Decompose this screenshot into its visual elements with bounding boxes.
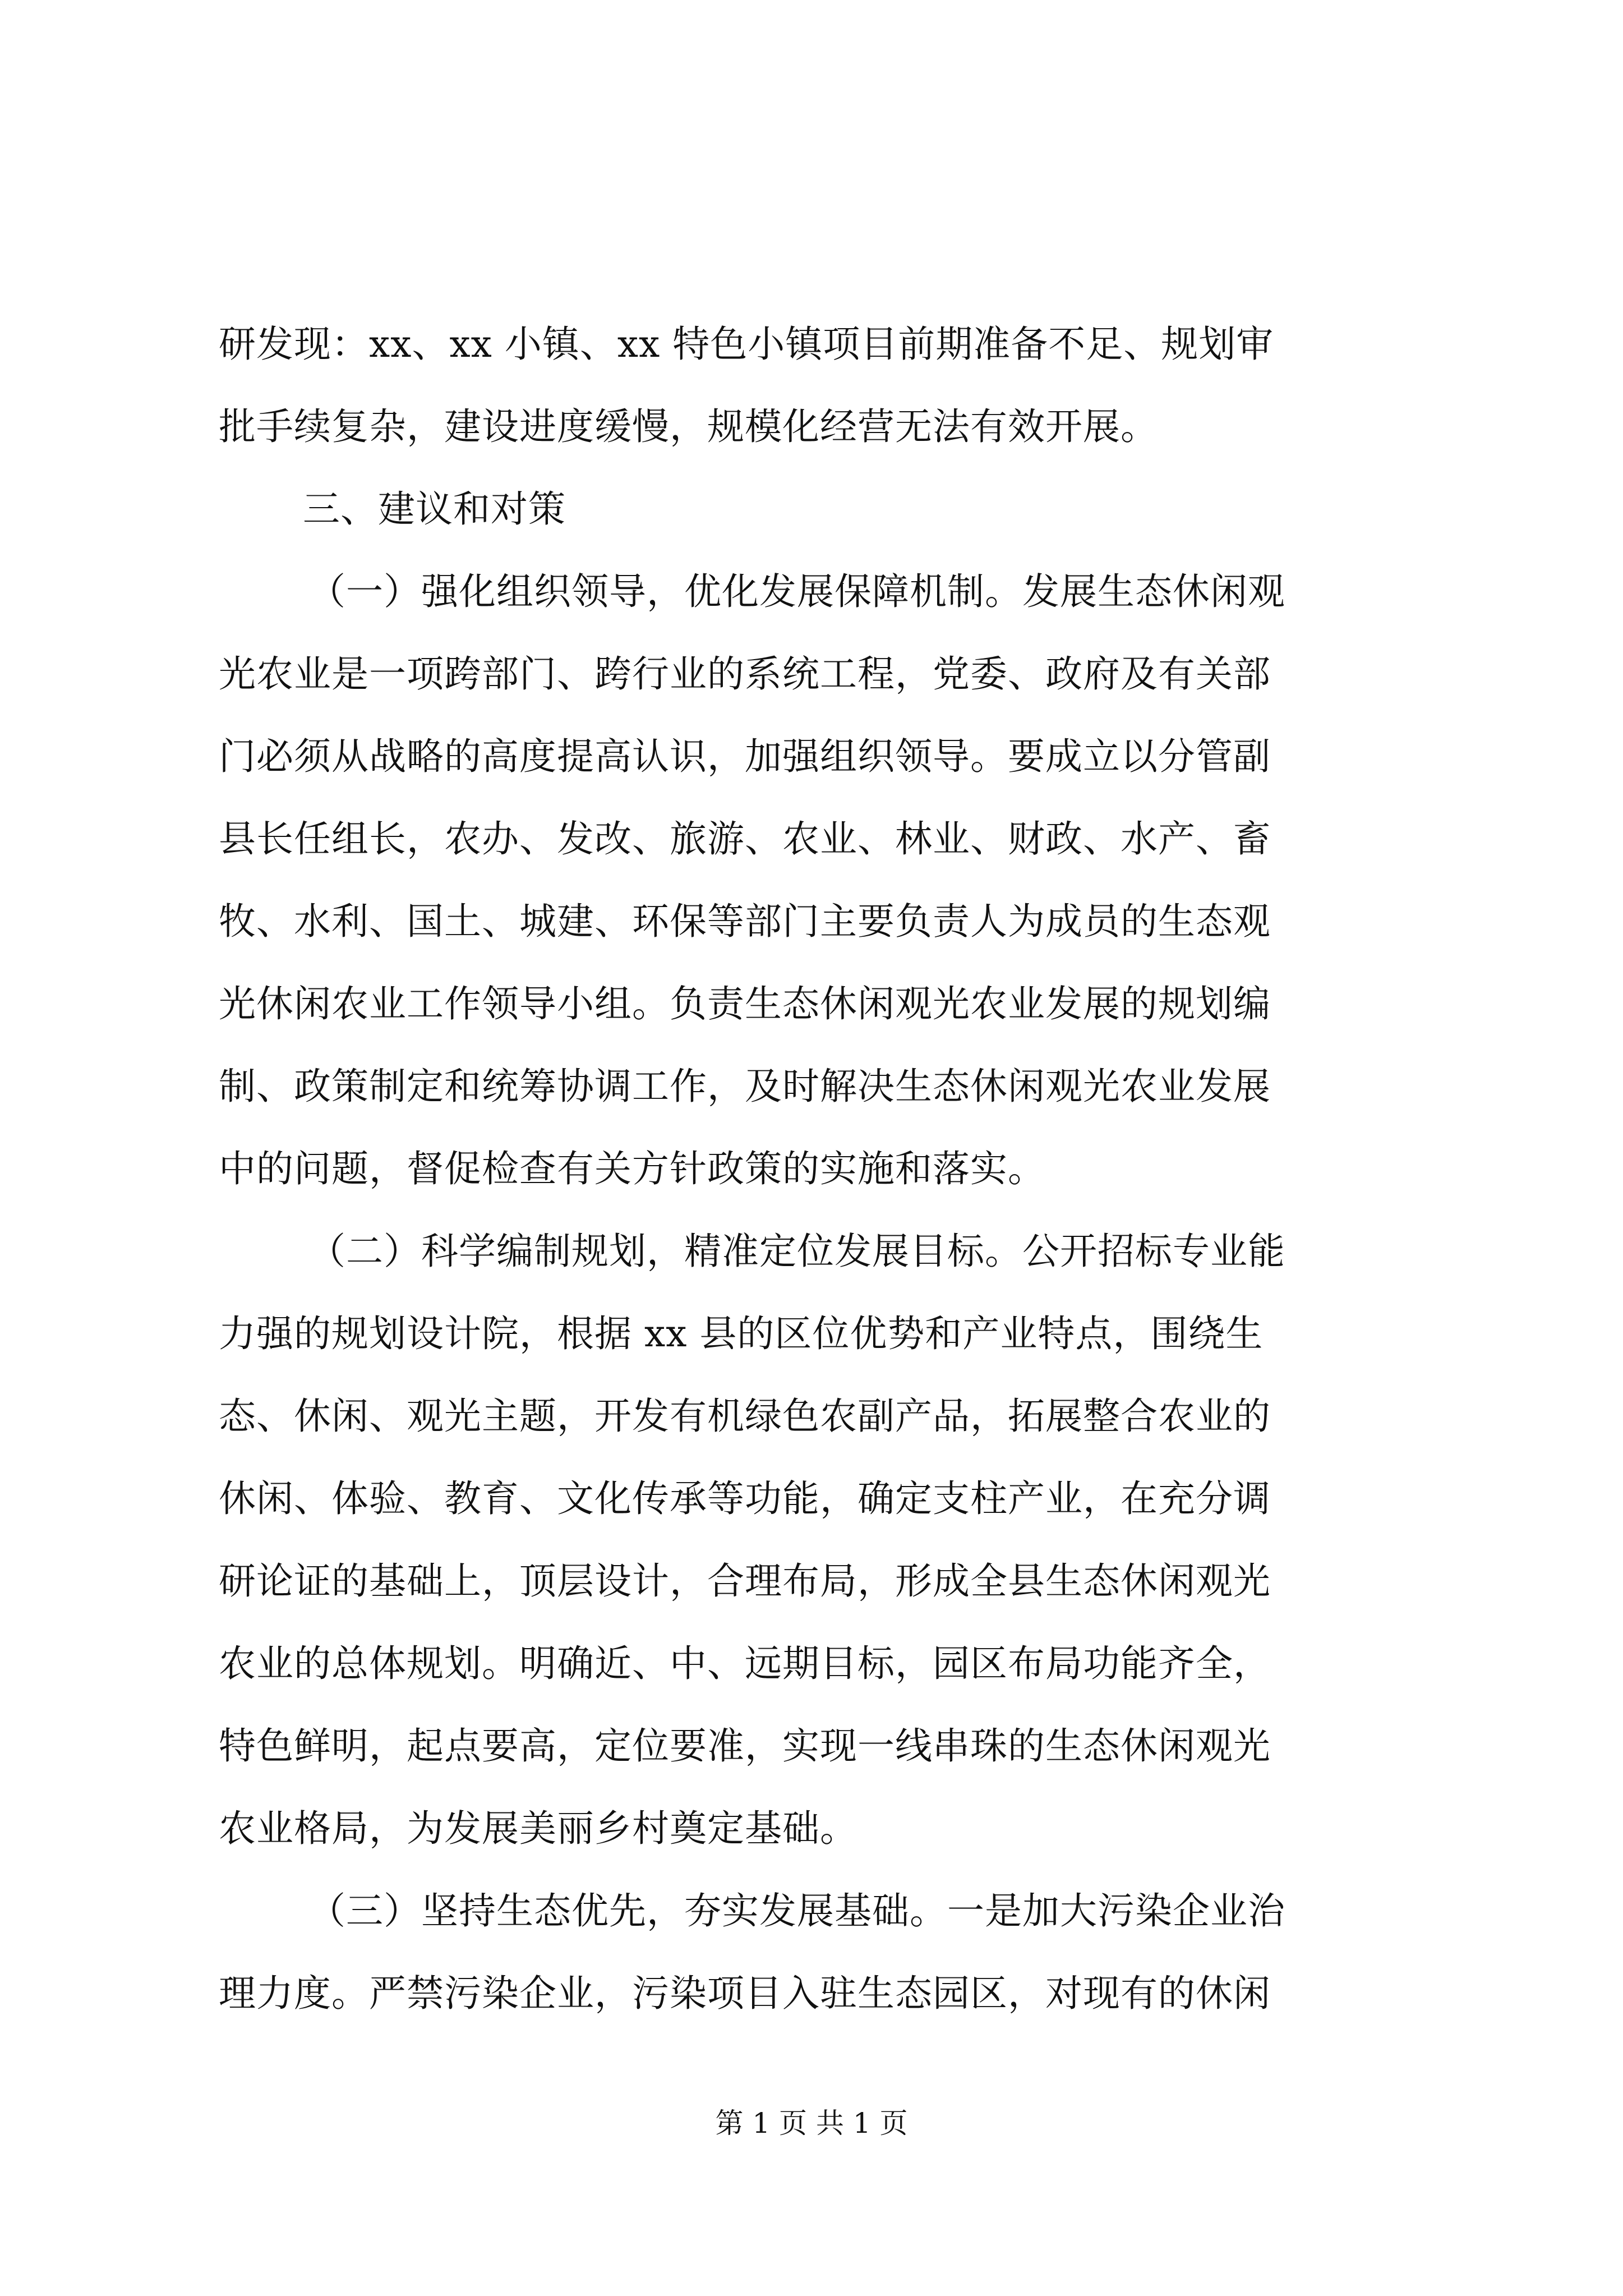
text-line: 农业的总体规划。明确近、中、远期目标，园区布局功能齐全， — [219, 1642, 1271, 1685]
text-line: 力强的规划设计院，根据 xx 县的区位优势和产业特点，围绕生 — [219, 1312, 1264, 1355]
text-line: 休闲、体验、教育、文化传承等功能，确定支柱产业，在充分调 — [219, 1477, 1271, 1520]
text-line: （二）科学编制规划，精准定位发展目标。公开招标专业能 — [308, 1230, 1285, 1273]
text-line: 批手续复杂，建设进度缓慢，规模化经营无法有效开展。 — [219, 405, 1158, 448]
text-line: 态、休闲、观光主题，开发有机绿色农副产品，拓展整合农业的 — [219, 1395, 1271, 1438]
text-line: 研发现：xx、xx 小镇、xx 特色小镇项目前期准备不足、规划审 — [219, 323, 1274, 366]
text-line: 光休闲农业工作领导小组。负责生态休闲观光农业发展的规划编 — [219, 982, 1271, 1025]
text-line: 特色鲜明，起点要高，定位要准，实现一线串珠的生态休闲观光 — [219, 1724, 1271, 1768]
document-body — [219, 303, 1413, 2035]
text-line: 研论证的基础上，顶层设计，合理布局，形成全县生态休闲观光 — [219, 1559, 1271, 1603]
text-line: 县长任组长，农办、发改、旅游、农业、林业、财政、水产、畜 — [219, 817, 1271, 861]
text-line: 制、政策制定和统筹协调工作，及时解决生态休闲观光农业发展 — [219, 1065, 1271, 1108]
text-line: 中的问题，督促检查有关方针政策的实施和落实。 — [219, 1147, 1045, 1190]
text-line: 光农业是一项跨部门、跨行业的系统工程，党委、政府及有关部 — [219, 652, 1271, 696]
text-line: 农业格局，为发展美丽乡村奠定基础。 — [219, 1807, 857, 1850]
text-line: （三）坚持生态优先，夯实发展基础。一是加大污染企业治 — [308, 1889, 1285, 1932]
text-line: 牧、水利、国土、城建、环保等部门主要负责人为成员的生态观 — [219, 900, 1271, 943]
section-heading: 三、建议和对策 — [303, 487, 566, 531]
text-line: 理力度。严禁污染企业，污染项目入驻生态园区，对现有的休闲 — [219, 1972, 1271, 2015]
text-line: 门必须从战略的高度提高认识，加强组织领导。要成立以分管副 — [219, 735, 1271, 778]
text-line: （一）强化组织领导，优化发展保障机制。发展生态休闲观 — [308, 570, 1285, 613]
page-number-footer: 第 1 页 共 1 页 — [715, 2107, 908, 2139]
